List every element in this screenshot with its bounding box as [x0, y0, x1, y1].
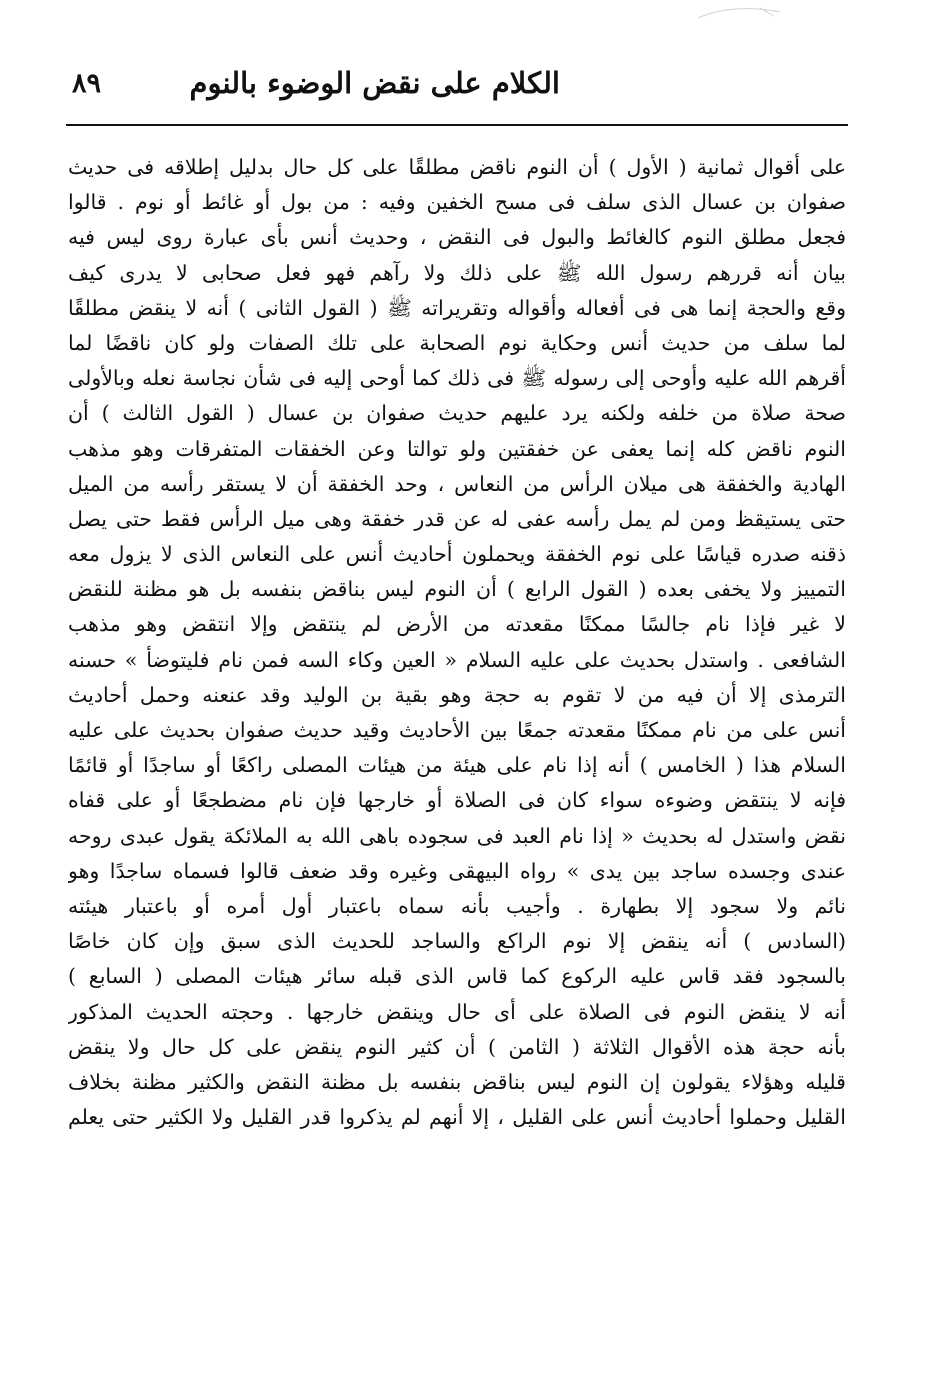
text-line-28: القليل وحملوا أحاديث أنس على القليل ، إلا أنهم لم يذكروا قدر القليل ولا الكثير حتى يعلم — [68, 1105, 846, 1130]
text-line-27: قليله وهؤلاء يقولون إن النوم ليس بناقض بنفسه بل مظنة النقض والكثير مظنة بخلاف — [68, 1069, 846, 1094]
text-line-23: (السادس ) أنه ينقض إلا نوم الراكع والساجد للحديث الذى سبق وإن كان خاصًا — [68, 929, 846, 954]
text-line-10: الهادية والخفقة هى ميلان الرأس من النعاس ، وحد الخفقة أن لا يستقر رأسه من الميل — [68, 471, 846, 496]
text-line-15: الشافعى . واستدل بحديث على عليه السلام « العين وكاء السه فمن نام فليتوضأ » حسنه — [68, 647, 846, 672]
text-line-20: نقض واستدل له بحديث « إذا نام العبد فى سجوده باهى الله به الملائكة يقول عبدى روحه — [68, 823, 846, 848]
text-line-21: عندى وجسده ساجد بين يدى » رواه البيهقى وغيره وقد ضعف قالوا فسماه ساجدًا وهو — [68, 858, 846, 883]
text-line-1: على أقوال ثمانية ( الأول ) أن النوم ناقض مطلقًا على كل حال بدليل إطلاقه فى حديث — [68, 155, 846, 179]
text-line-26: بأنه حجة هذه الأقوال الثلاثة ( الثامن ) أن كثير النوم ينقض على كل حال ولا ينقض — [68, 1034, 846, 1059]
header-divider — [66, 124, 848, 126]
text-line-14: لا غير فإذا نام جالسًا ممكنًا مقعدته من الأرض لم ينتقض وإلا انتقض وهو مذهب — [68, 612, 846, 637]
page-number: ٨٩ — [72, 68, 102, 99]
text-line-4: بيان أنه قررهم رسول الله ﷺ على ذلك ولا رآهم فهو فعل صحابى لا يدرى كيف — [68, 260, 846, 285]
text-line-7: أقرهم الله عليه وأوحى إلى رسوله ﷺ فى ذلك كما أوحى إليه فى شأن نجاسة نعله وبالأولى — [68, 366, 846, 391]
text-line-11: حتى يستيقظ ومن لم يمل رأسه عفى له عن قدر خفقة وهى ميل الرأس فقط حتى يصل — [68, 506, 846, 531]
page-header — [60, 58, 870, 122]
text-line-22: نائم ولا سجود إلا بطهارة . وأجيب بأنه سماه باعتبار أول أمره أو باعتبار هيئته — [68, 893, 846, 918]
text-line-9: النوم ناقض كله إنما يعفى عن خفقتين ولو توالتا وعن الخفقات المتفرقات وهو مذهب — [68, 436, 846, 461]
text-line-25: أنه لا ينقض النوم فى الصلاة على أى حال وينقض خارجها . وحجته الحديث المذكور — [68, 999, 846, 1024]
text-line-17: أنس على من نام ممكنًا مقعدته جمعًا بين الأحاديث وقيد حديث صفوان بحديث على عليه — [68, 718, 846, 742]
text-line-19: فإنه لا ينتقض وضوءه سواء كان فى الصلاة أو خارجها فإن نام مضطجعًا أو على قفاه — [68, 788, 846, 813]
body-text — [68, 150, 846, 1135]
text-line-5: وقع والحجة إنما هى فى أفعاله وأقواله وتقريراته ﷺ ( القول الثانى ) أنه لا ينقض مطلقًا — [68, 295, 846, 320]
text-line-6: لما سلف من حديث أنس وحكاية نوم الصحابة على تلك الصفات ولو كان ناقضًا لما — [68, 330, 846, 355]
text-line-8: صحة صلاة من خلفه ولكنه يرد عليهم حديث صفوان بن عسال ( القول الثالث ) أن — [68, 401, 846, 426]
text-line-2: صفوان بن عسال الذى سلف فى مسح الخفين وفيه : من بول أو غائط أو نوم . قالوا — [68, 190, 846, 215]
text-line-16: الترمذى إلا أن فيه من لا تقوم به حجة وهو بقية بن الوليد وقد عنعنه وحمل أحاديث — [68, 682, 846, 707]
text-line-12: ذقنه صدره قياسًا على نوم الخفقة ويحملون أحاديث أنس على النعاس الذى لا يزول معه — [68, 542, 846, 567]
text-line-24: بالسجود فقد قاس عليه الركوع كما قاس الذى قبله سائر هيئات المصلى ( السابع ) — [68, 964, 846, 989]
text-line-3: فجعل مطلق النوم كالغائط والبول فى النقض ، وحديث أنس بأى عبارة روى ليس فيه — [68, 225, 846, 250]
margin-pencil-mark — [690, 4, 810, 24]
text-line-18: السلام هذا ( الخامس ) أنه إذا نام على هيئة من هيئات المصلى راكعًا أو ساجدًا أو قائمًا — [68, 753, 846, 778]
text-line-13: التمييز ولا يخفى بعده ( القول الرابع ) أن النوم ليس بناقض بنفسه بل هو مظنة للنقض — [68, 577, 846, 602]
running-title: الكلام على نقض الوضوء بالنوم — [189, 66, 560, 100]
